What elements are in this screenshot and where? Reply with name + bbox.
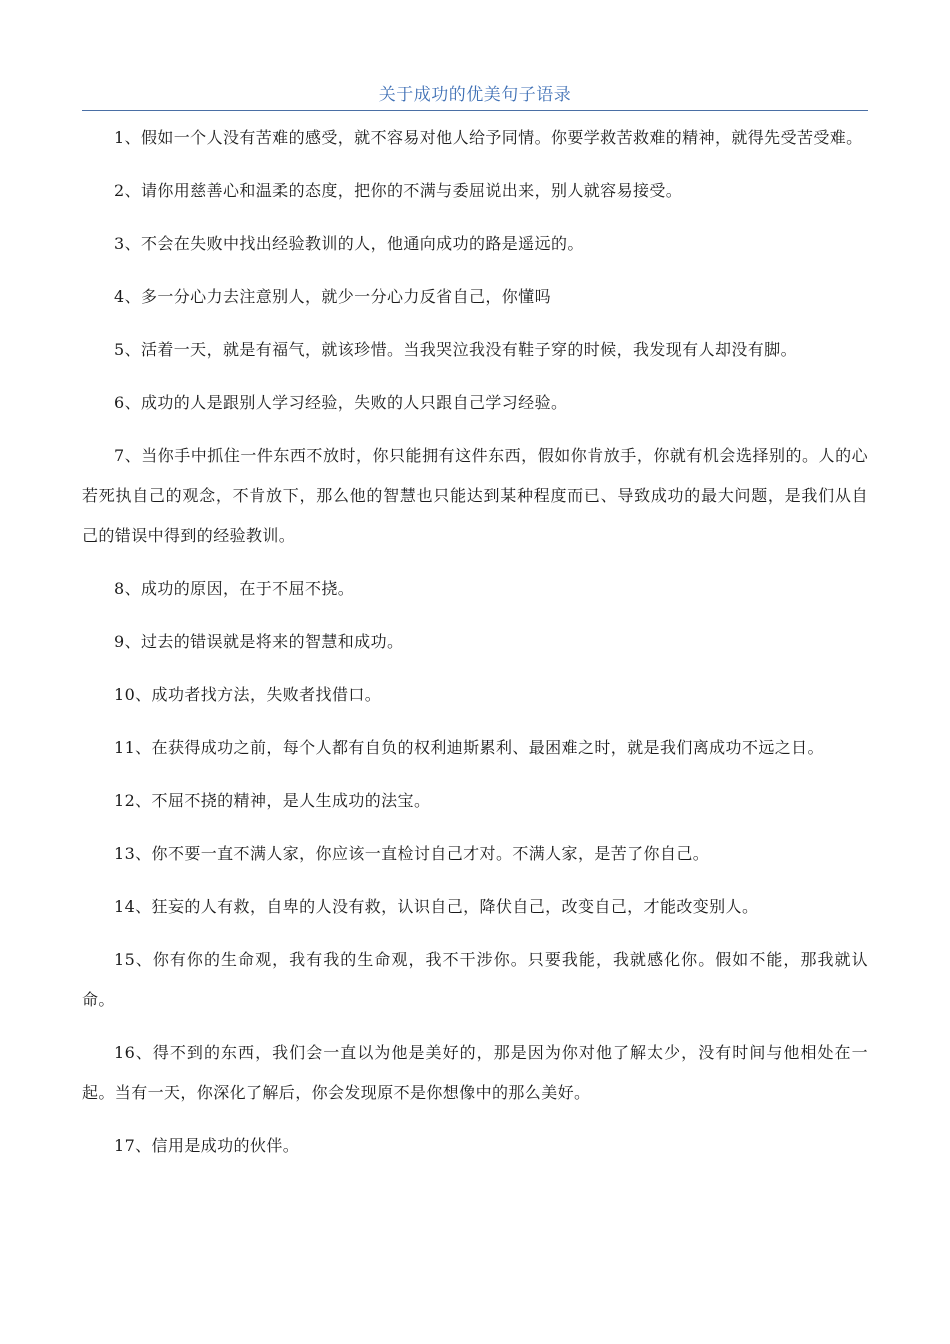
quote-paragraph-16: 16、得不到的东西，我们会一直以为他是美好的，那是因为你对他了解太少，没有时间与他相处在一起。当有一天，你深化了解后，你会发现原不是你想像中的那么美好。 — [82, 1043, 868, 1102]
quote-paragraph-15: 15、你有你的生命观，我有我的生命观，我不干涉你。只要我能，我就感化你。假如不能，那我就认命。 — [82, 950, 868, 1009]
quote-paragraph-10: 10、成功者找方法，失败者找借口。 — [114, 685, 382, 704]
quote-paragraph-1: 1、假如一个人没有苦难的感受，就不容易对他人给予同情。你要学救苦救难的精神，就得先受苦受难。 — [114, 128, 863, 147]
page-header — [82, 80, 868, 111]
quote-paragraph-6: 6、成功的人是跟别人学习经验，失败的人只跟自己学习经验。 — [114, 393, 568, 412]
document-body — [82, 118, 868, 1179]
quote-paragraph-3: 3、不会在失败中找出经验教训的人，他通向成功的路是遥远的。 — [114, 234, 584, 253]
quote-paragraph-7: 7、当你手中抓住一件东西不放时，你只能拥有这件东西，假如你肯放手，你就有机会选择别的。人的心若死执自己的观念，不肯放下，那么他的智慧也只能达到某种程度而已、导致成功的最大问题，是我们从自己的错误中得到的经验教训。 — [82, 446, 868, 545]
quote-paragraph-9: 9、过去的错误就是将来的智慧和成功。 — [114, 632, 404, 651]
quote-paragraph-12: 12、不屈不挠的精神，是人生成功的法宝。 — [114, 791, 431, 810]
quote-paragraph-14: 14、狂妄的人有救，自卑的人没有救，认识自己，降伏自己，改变自己，才能改变别人。 — [114, 897, 759, 916]
quote-paragraph-4: 4、多一分心力去注意别人，就少一分心力反省自己，你懂吗 — [114, 287, 551, 306]
quote-paragraph-13: 13、你不要一直不满人家，你应该一直检讨自己才对。不满人家，是苦了你自己。 — [114, 844, 710, 863]
quote-paragraph-5: 5、活着一天，就是有福气，就该珍惜。当我哭泣我没有鞋子穿的时候，我发现有人却没有脚。 — [114, 340, 797, 359]
quote-paragraph-8: 8、成功的原因，在于不屈不挠。 — [114, 579, 355, 598]
quote-paragraph-2: 2、请你用慈善心和温柔的态度，把你的不满与委屈说出来，别人就容易接受。 — [114, 181, 683, 200]
document-title: 关于成功的优美句子语录 — [378, 85, 572, 105]
quote-paragraph-11: 11、在获得成功之前，每个人都有自负的权利迪斯累利、最困难之时，就是我们离成功不远之日。 — [114, 738, 824, 757]
quote-paragraph-17: 17、信用是成功的伙伴。 — [114, 1136, 300, 1155]
